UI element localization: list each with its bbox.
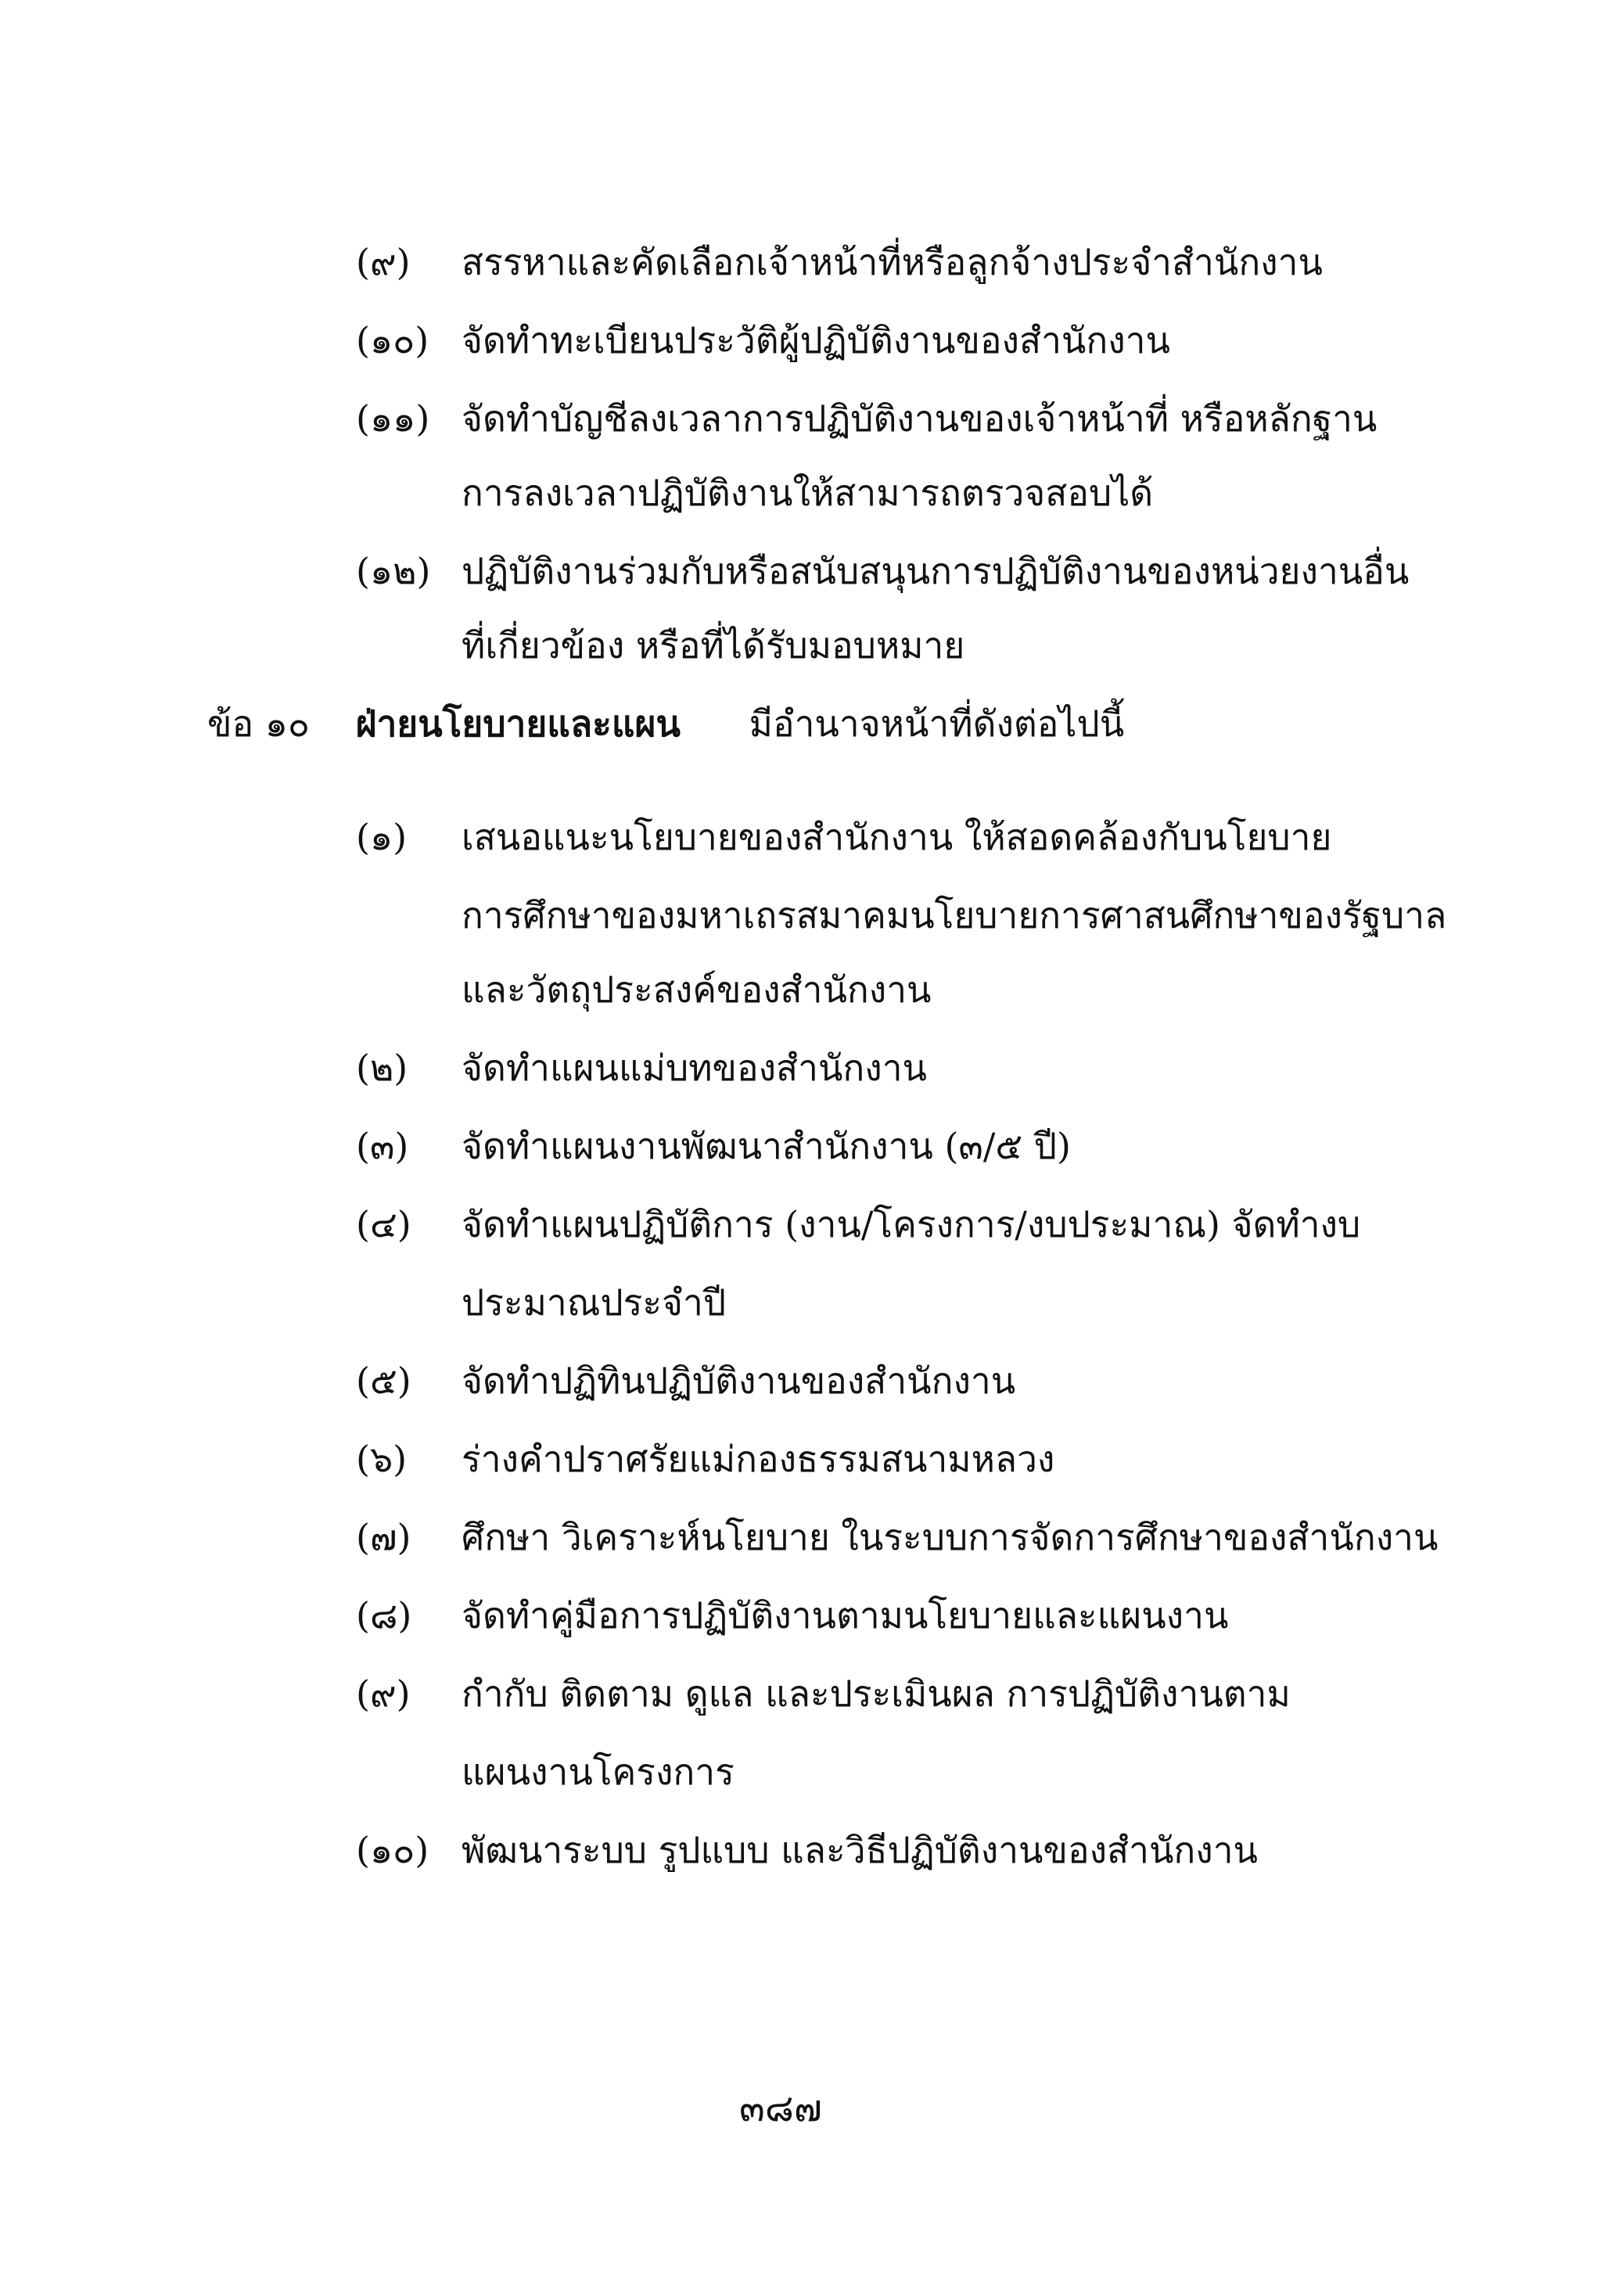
item-text: จัดทำปฏิทินปฏิบัติงานของสำนักงาน bbox=[462, 1360, 1016, 1402]
item-text-continuation: แผนงานโครงการ bbox=[462, 1751, 735, 1793]
item-number: (๗) bbox=[356, 1516, 411, 1558]
item-number: (๑๐) bbox=[356, 1829, 429, 1871]
item-text: เสนอแนะนโยบายของสำนักงาน ให้สอดคล้องกับนโยบาย bbox=[462, 816, 1332, 858]
item-text: สรรหาและคัดเลือกเจ้าหน้าที่หรือลูกจ้างประจำสำนักงาน bbox=[462, 241, 1323, 283]
item-text: พัฒนาระบบ รูปแบบ และวิธีปฏิบัติงานของสำนักงาน bbox=[462, 1829, 1258, 1871]
item-text: จัดทำทะเบียนประวัติผู้ปฏิบัติงานของสำนักงาน bbox=[462, 319, 1170, 361]
item-number: (๒) bbox=[356, 1047, 408, 1089]
item-number: (๕) bbox=[356, 1360, 411, 1402]
item-number: (๑) bbox=[356, 816, 408, 858]
clause-heading bbox=[207, 700, 1124, 747]
item-text: จัดทำบัญชีลงเวลาการปฏิบัติงานของเจ้าหน้าที่ หรือหลักฐาน bbox=[462, 397, 1378, 440]
item-number: (๑๒) bbox=[356, 550, 431, 592]
item-number: (๔) bbox=[356, 1203, 411, 1245]
item-text-continuation: ประมาณประจำปี bbox=[462, 1281, 727, 1324]
item-text: ปฏิบัติงานร่วมกับหรือสนับสนุนการปฏิบัติงานของหน่วยงานอื่น bbox=[462, 550, 1410, 592]
item-number: (๓) bbox=[356, 1125, 409, 1167]
item-number: (๖) bbox=[356, 1438, 408, 1480]
item-number: (๑๑) bbox=[356, 397, 430, 440]
page-number: ๓๘๗ bbox=[739, 2086, 822, 2130]
clause-number: ข้อ ๑๐ bbox=[207, 702, 310, 745]
item-text-continuation: การศึกษาของมหาเถรสมาคมนโยบายการศาสนศึกษาของรัฐบาล bbox=[462, 894, 1447, 936]
item-number: (๑๐) bbox=[356, 319, 429, 361]
item-text: กำกับ ติดตาม ดูแล และประเมินผล การปฏิบัติงานตาม bbox=[462, 1673, 1291, 1715]
item-number: (๙) bbox=[356, 1673, 411, 1715]
item-text-continuation: และวัตถุประสงค์ของสำนักงาน bbox=[462, 968, 932, 1011]
item-text: จัดทำคู่มือการปฏิบัติงานตามนโยบายและแผนงาน bbox=[462, 1594, 1229, 1637]
item-text: ศึกษา วิเคราะห์นโยบาย ในระบบการจัดการศึกษาของสำนักงาน bbox=[462, 1516, 1439, 1558]
item-text-continuation: การลงเวลาปฏิบัติงานให้สามารถตรวจสอบได้ bbox=[462, 472, 1154, 514]
item-number: (๙) bbox=[356, 241, 411, 283]
item-text: จัดทำแผนงานพัฒนาสำนักงาน (๓/๕ ปี) bbox=[462, 1125, 1071, 1167]
item-text-continuation: ที่เกี่ยวข้อง หรือที่ได้รับมอบหมาย bbox=[462, 624, 965, 667]
item-text: จัดทำแผนแม่บทของสำนักงาน bbox=[462, 1047, 927, 1089]
item-number: (๘) bbox=[356, 1594, 412, 1637]
item-text: จัดทำแผนปฏิบัติการ (งาน/โครงการ/งบประมาณ) จัดทำงบ bbox=[462, 1203, 1361, 1245]
clause-description: มีอำนาจหน้าที่ดังต่อไปนี้ bbox=[749, 702, 1125, 745]
clause-title: ฝ่ายนโยบายและแผน bbox=[355, 702, 681, 745]
item-text: ร่างคำปราศรัยแม่กองธรรมสนามหลวง bbox=[462, 1438, 1055, 1480]
